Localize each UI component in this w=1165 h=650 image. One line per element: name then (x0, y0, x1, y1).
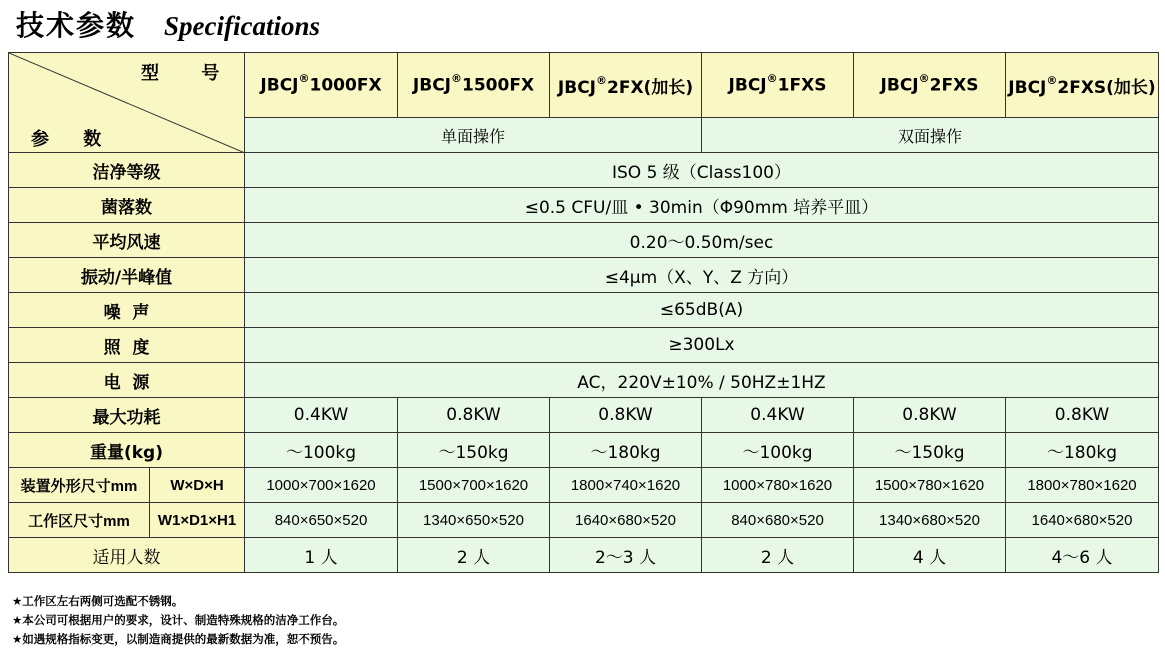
cell-value: 2 人 (398, 538, 550, 573)
row-value: ≤4μm（X、Y、Z 方向） (245, 258, 1159, 293)
spec-table (8, 52, 1159, 573)
row-sublabel: W×D×H (150, 468, 245, 503)
cell-value: 1800×740×1620 (550, 468, 702, 503)
model-header: JBCJ®2FXS(加长) (1006, 53, 1159, 118)
header-row-models (9, 53, 1159, 118)
row-label: 最大功耗 (9, 398, 245, 433)
model-header: JBCJ®1000FX (245, 53, 398, 118)
model-header: JBCJ®2FX(加长) (550, 53, 702, 118)
row-airspeed (9, 223, 1159, 258)
single-side-operation: 单面操作 (245, 118, 702, 153)
cell-value: ～100kg (702, 433, 854, 468)
cell-value: 1500×700×1620 (398, 468, 550, 503)
row-work-dimensions (9, 503, 1159, 538)
corner-model-label: 型 号 (141, 63, 238, 84)
cell-value: ～180kg (1006, 433, 1159, 468)
title-chinese: 技术参数 (16, 9, 137, 42)
cell-value: 1340×650×520 (398, 503, 550, 538)
row-label: 工作区尺寸mm (9, 503, 150, 538)
model-header: JBCJ®1500FX (398, 53, 550, 118)
row-label: 电 源 (9, 363, 245, 398)
cell-value: ～150kg (398, 433, 550, 468)
row-max-power (9, 398, 1159, 433)
cell-value: 0.8KW (854, 398, 1006, 433)
cell-value: 1800×780×1620 (1006, 468, 1159, 503)
cell-value: 2～3 人 (550, 538, 702, 573)
row-cleanliness (9, 153, 1159, 188)
title-english: Specifications (164, 11, 321, 41)
row-persons (9, 538, 1159, 573)
row-weight (9, 433, 1159, 468)
row-vibration (9, 258, 1159, 293)
model-header: JBCJ®2FXS (854, 53, 1006, 118)
cell-value: 4～6 人 (1006, 538, 1159, 573)
row-value: ≤65dB(A) (245, 293, 1159, 328)
cell-value: 2 人 (702, 538, 854, 573)
row-label: 洁净等级 (9, 153, 245, 188)
row-value: 0.20～0.50m/sec (245, 223, 1159, 258)
cell-value: 840×680×520 (702, 503, 854, 538)
row-value: ISO 5 级（Class100） (245, 153, 1159, 188)
footnote: ★本公司可根据用户的要求，设计、制造特殊规格的洁净工作台。 (12, 613, 345, 627)
footnote: ★工作区左右两侧可选配不锈钢。 (12, 594, 184, 608)
row-label: 重量(kg) (9, 433, 245, 468)
row-power-supply (9, 363, 1159, 398)
model-header: JBCJ®1FXS (702, 53, 854, 118)
row-illumination (9, 328, 1159, 363)
row-colony (9, 188, 1159, 223)
cell-value: ～180kg (550, 433, 702, 468)
footnotes (12, 592, 344, 649)
cell-value: 1640×680×520 (550, 503, 702, 538)
row-value: ≥300Lx (245, 328, 1159, 363)
cell-value: 1 人 (245, 538, 398, 573)
row-outer-dimensions (9, 468, 1159, 503)
cell-value: 0.8KW (398, 398, 550, 433)
corner-header (9, 53, 245, 153)
cell-value: 1000×780×1620 (702, 468, 854, 503)
double-side-operation: 双面操作 (702, 118, 1159, 153)
cell-value: 1340×680×520 (854, 503, 1006, 538)
footnote: ★如遇规格指标变更，以制造商提供的最新数据为准，恕不预告。 (12, 632, 345, 646)
row-label: 装置外形尺寸mm (9, 468, 150, 503)
page-title (16, 4, 320, 44)
row-label: 菌落数 (9, 188, 245, 223)
cell-value: 1640×680×520 (1006, 503, 1159, 538)
corner-param-label: 参 数 (31, 129, 116, 150)
row-label: 照 度 (9, 328, 245, 363)
row-label: 适用人数 (9, 538, 245, 573)
cell-value: 0.4KW (245, 398, 398, 433)
cell-value: 1000×700×1620 (245, 468, 398, 503)
row-label: 平均风速 (9, 223, 245, 258)
cell-value: 0.8KW (550, 398, 702, 433)
cell-value: ～150kg (854, 433, 1006, 468)
row-value: AC，220V±10% / 50HZ±1HZ (245, 363, 1159, 398)
cell-value: 0.8KW (1006, 398, 1159, 433)
row-noise (9, 293, 1159, 328)
row-value: ≤0.5 CFU/皿 • 30min（Φ90mm 培养平皿） (245, 188, 1159, 223)
cell-value: ～100kg (245, 433, 398, 468)
row-label: 噪 声 (9, 293, 245, 328)
row-label: 振动/半峰值 (9, 258, 245, 293)
cell-value: 1500×780×1620 (854, 468, 1006, 503)
cell-value: 840×650×520 (245, 503, 398, 538)
cell-value: 0.4KW (702, 398, 854, 433)
row-sublabel: W1×D1×H1 (150, 503, 245, 538)
cell-value: 4 人 (854, 538, 1006, 573)
